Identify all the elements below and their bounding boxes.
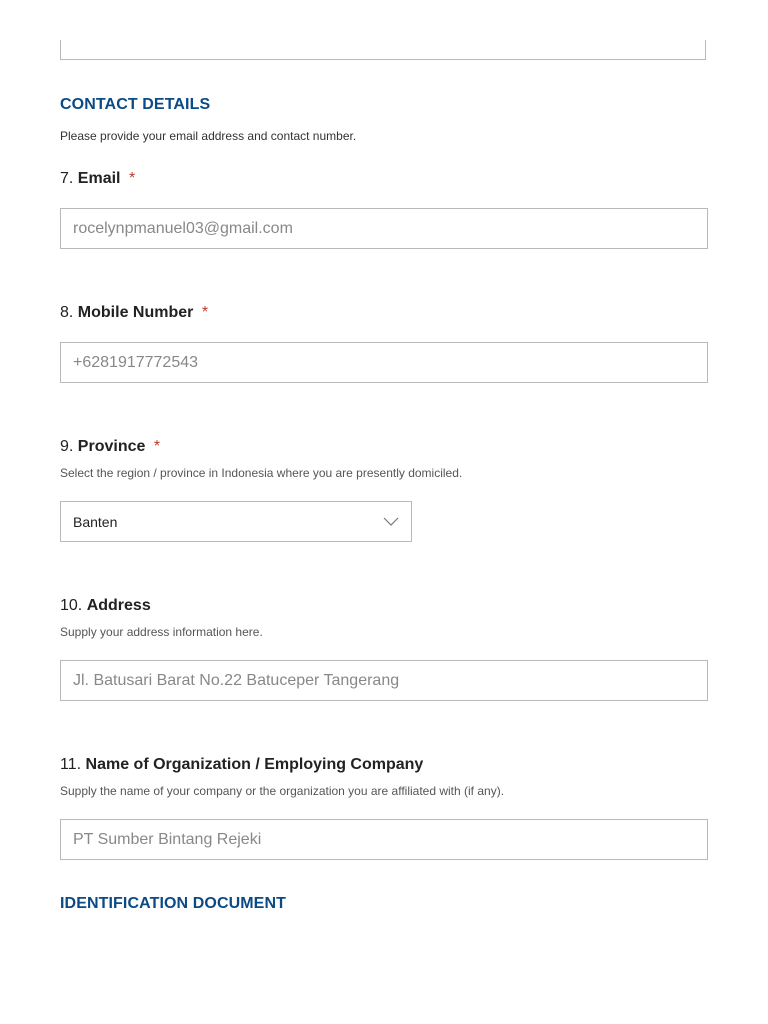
province-select[interactable] (60, 501, 412, 542)
address-question-number: 10. (60, 597, 83, 614)
province-question-number: 9. (60, 438, 74, 455)
organization-question-number: 11. (60, 756, 82, 773)
mobile-question-text: Mobile Number (77, 304, 194, 321)
chevron-down-icon[interactable] (383, 515, 399, 527)
section-description-contact: Please provide your email address and contact number. (60, 129, 357, 143)
mobile-question-number: 8. (60, 304, 74, 321)
email-label (60, 170, 135, 188)
email-field[interactable] (60, 208, 708, 249)
section-title-identification-document: IDENTIFICATION DOCUMENT (60, 895, 286, 912)
address-question-text: Address (86, 597, 151, 614)
address-label (60, 597, 151, 615)
address-field[interactable] (60, 660, 708, 701)
mobile-number-label (60, 304, 208, 322)
organization-question-text: Name of Organization / Employing Company (85, 756, 424, 773)
email-question-number: 7. (60, 170, 74, 187)
organization-field[interactable] (60, 819, 708, 860)
address-help-text: Supply your address information here. (60, 625, 263, 639)
organization-label (60, 756, 423, 774)
province-required-mark: * (153, 438, 161, 455)
mobile-number-field[interactable] (60, 342, 708, 383)
mobile-required-mark: * (201, 304, 209, 321)
province-question-text: Province (77, 438, 146, 455)
province-label (60, 438, 160, 456)
organization-help-text: Supply the name of your company or the organization you are affiliated with (if any). (60, 784, 505, 798)
previous-field-input[interactable] (60, 40, 706, 60)
section-title-contact-details: CONTACT DETAILS (60, 96, 211, 113)
province-help-text: Select the region / province in Indonesia where you are presently domiciled. (60, 466, 463, 480)
email-question-text: Email (77, 170, 121, 187)
email-required-mark: * (128, 170, 136, 187)
province-selected-value: Banten (73, 514, 118, 530)
